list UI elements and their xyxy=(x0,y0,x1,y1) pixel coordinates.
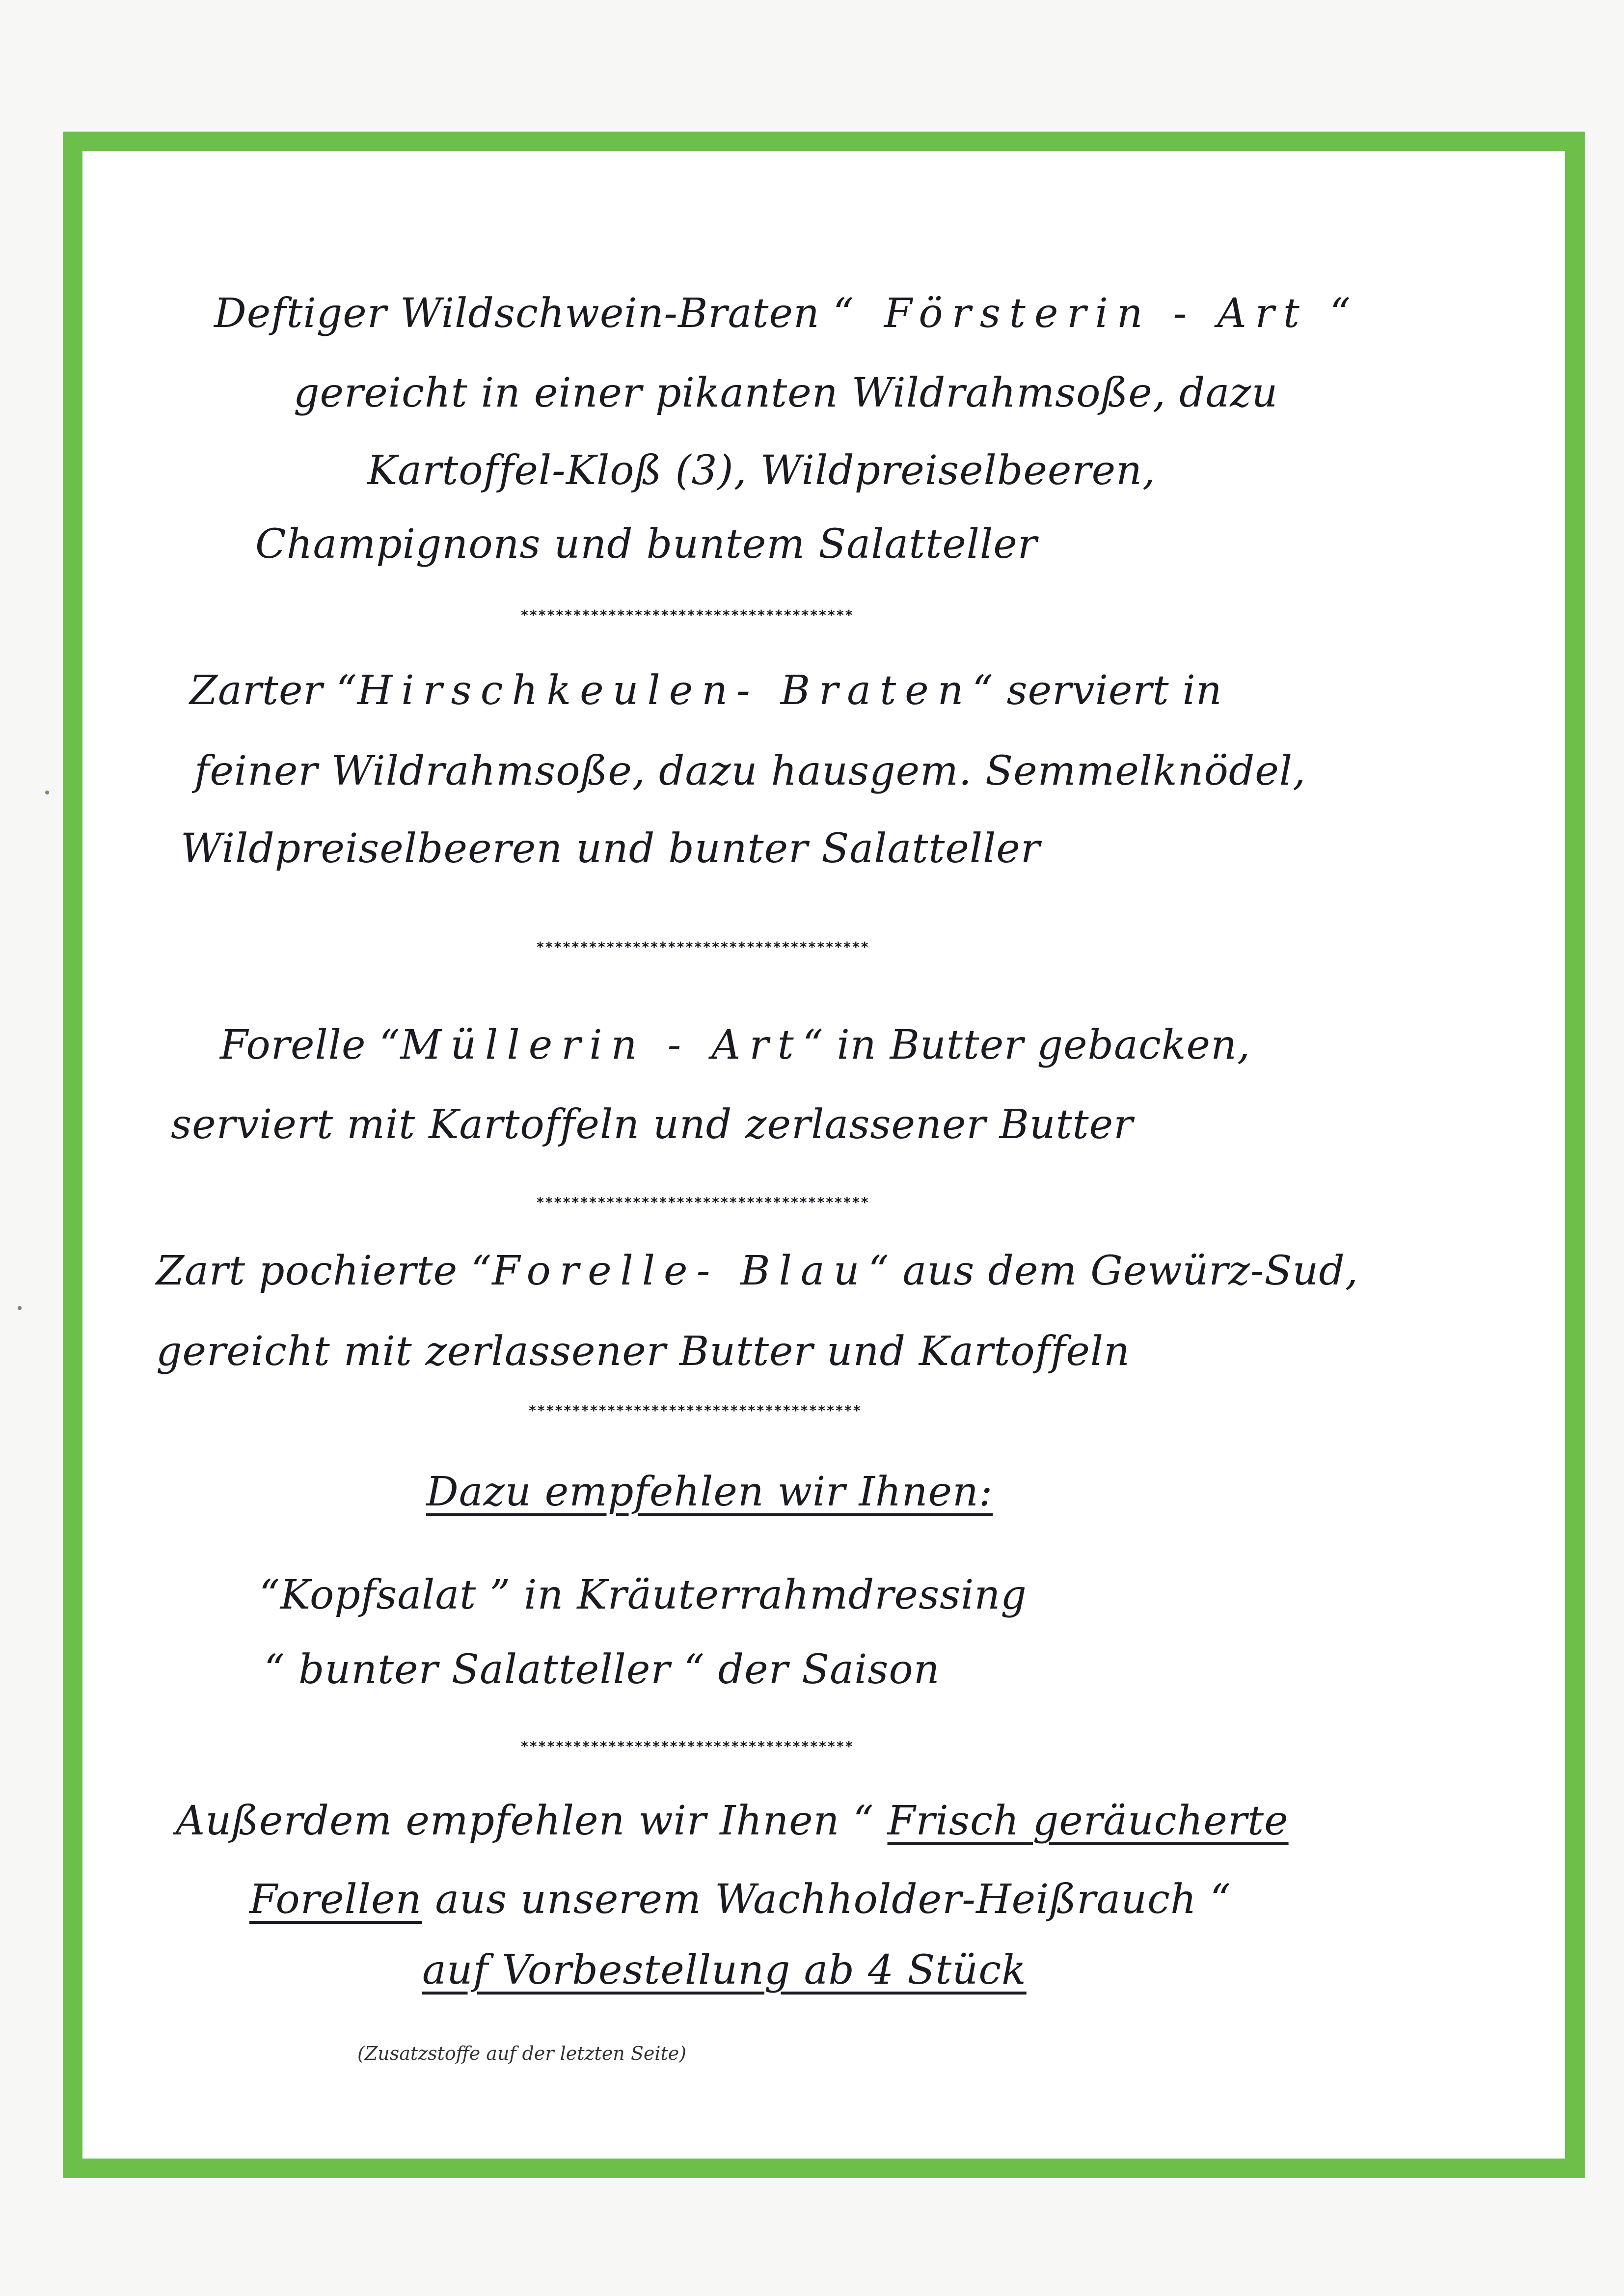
recommend-item-2: “ bunter Salatteller “ der Saison xyxy=(264,1646,940,1693)
separator: ************************************** xyxy=(536,939,869,955)
dish4-prefix: Zart pochierte “ xyxy=(156,1248,492,1294)
dish3-line1 xyxy=(220,1022,1250,1068)
special-source: aus unserem Wachholder-Heißrauch “ xyxy=(435,1876,1231,1923)
dish4-name: Forelle- Blau xyxy=(492,1248,868,1294)
special-intro: Außerdem empfehlen wir Ihnen “ xyxy=(176,1798,874,1844)
dish2-line3: Wildpreiselbeeren und bunter Salatteller xyxy=(181,825,1041,872)
dish2-line2: feiner Wildrahmsoße, dazu hausgem. Semmelknödel, xyxy=(194,748,1306,794)
separator: ************************************** xyxy=(536,1194,869,1210)
dish3-prefix: Forelle “ xyxy=(220,1022,401,1068)
special-highlight-2: Forellen xyxy=(249,1876,422,1923)
dish4-line2: gereicht mit zerlassener Butter und Kartoffeln xyxy=(156,1328,1130,1375)
dish1-line1 xyxy=(214,290,1359,337)
dish4-suffix: “ aus dem Gewürz-Sud, xyxy=(868,1248,1358,1294)
dish2-line1 xyxy=(189,667,1222,714)
dish1-line2: gereicht in einer pikanten Wildrahmsoße, dazu xyxy=(294,370,1278,416)
special-line1 xyxy=(176,1798,1289,1844)
recommend-item-1: “Kopfsalat ” in Kräuterrahmdressing xyxy=(259,1572,1027,1618)
menu-page-frame xyxy=(63,132,1585,2178)
footnote: (Zusatzstoffe auf der letzten Seite) xyxy=(357,2043,687,2064)
recommend-heading: Dazu empfehlen wir Ihnen: xyxy=(426,1469,993,1515)
special-highlight-1: Frisch geräucherte xyxy=(887,1798,1289,1844)
dish4-line1 xyxy=(156,1248,1358,1294)
dish1-name: Deftiger Wildschwein-Braten xyxy=(214,290,820,337)
dish1-line4: Champignons und buntem Salatteller xyxy=(255,521,1037,568)
dish1-line3: Kartoffel-Kloß (3), Wildpreiselbeeren, xyxy=(367,447,1156,494)
separator: ************************************** xyxy=(520,1738,854,1754)
dish3-suffix: “ in Butter gebacken, xyxy=(802,1022,1250,1068)
dish3-name: Müllerin - Art xyxy=(400,1022,803,1068)
special-line2 xyxy=(249,1876,1231,1923)
dish1-style: “ Försterin - Art “ xyxy=(833,290,1359,337)
dish2-prefix: Zarter “ xyxy=(189,667,357,714)
special-line3: auf Vorbestellung ab 4 Stück xyxy=(422,1947,1027,1994)
dish2-name: Hirschkeulen- Braten xyxy=(357,667,973,714)
dish3-line2: serviert mit Kartoffeln und zerlassener Butter xyxy=(171,1101,1134,1148)
menu-content xyxy=(82,151,1565,2159)
separator: ************************************** xyxy=(528,1402,862,1419)
separator: ************************************** xyxy=(520,607,854,623)
dish2-suffix: “ serviert in xyxy=(972,667,1222,714)
